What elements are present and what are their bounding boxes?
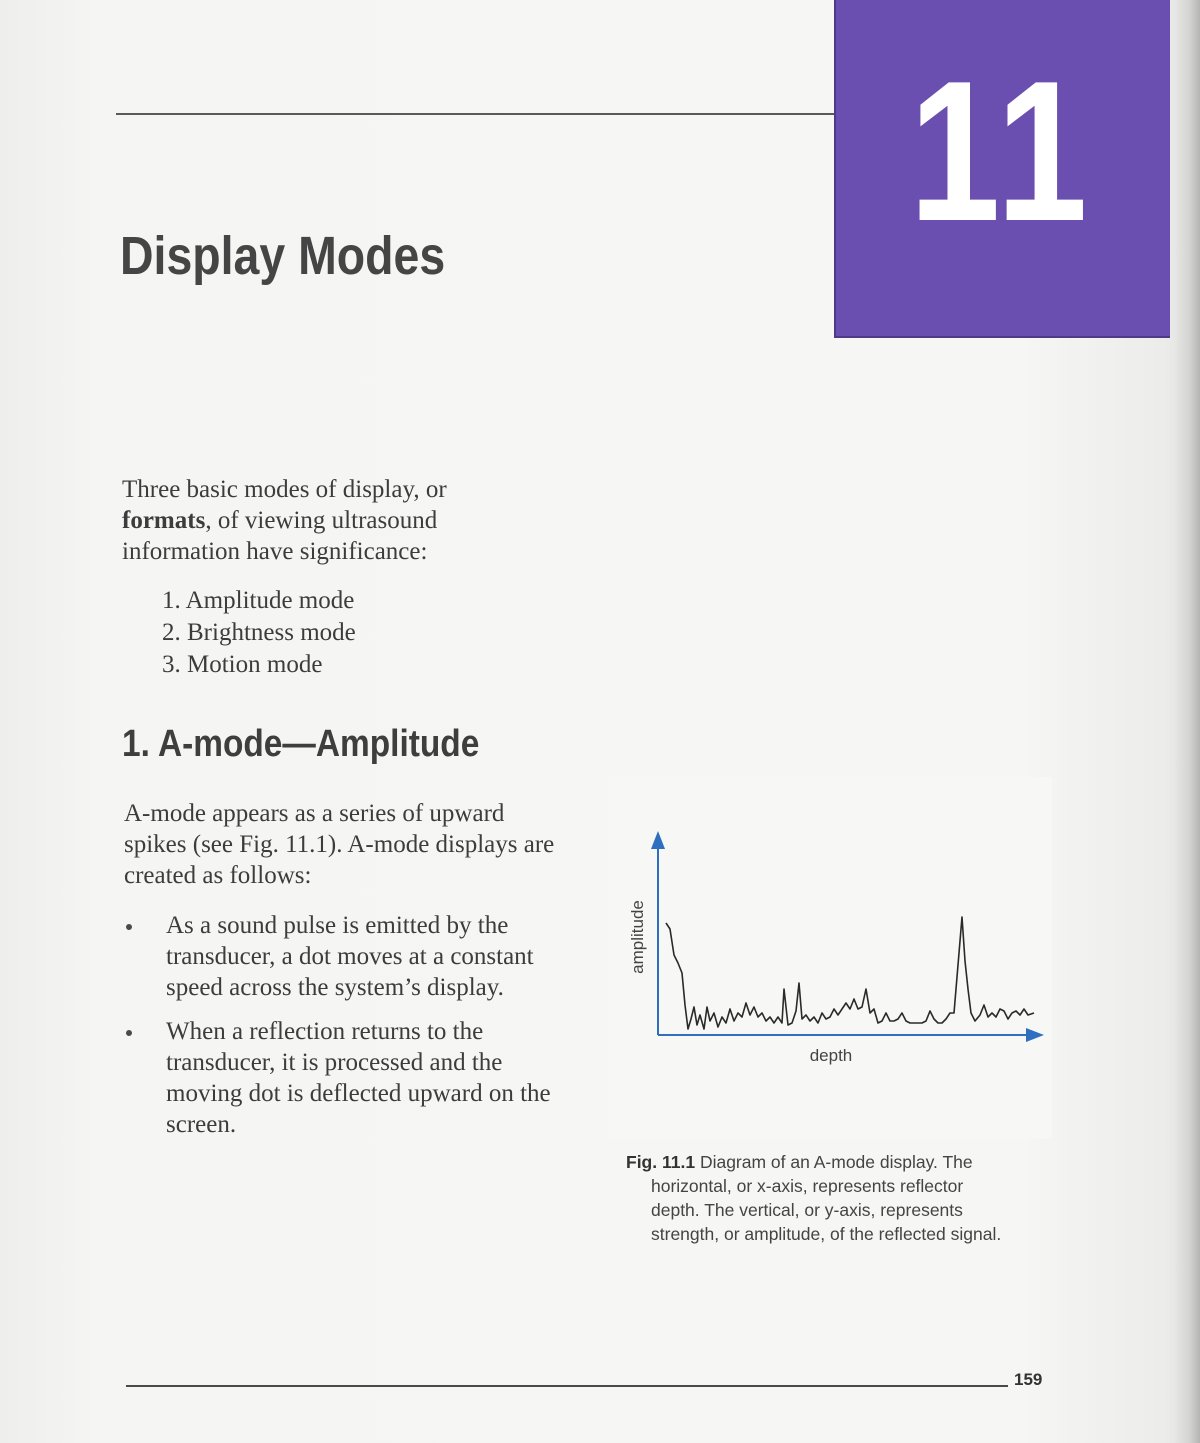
footer-rule	[126, 1385, 1008, 1387]
bullet-icon	[126, 1030, 132, 1036]
intro-paragraph	[122, 474, 502, 567]
caption-line: depth. The vertical, or y-axis, represents	[651, 1200, 963, 1220]
x-axis-arrow-icon	[1026, 1028, 1044, 1042]
y-axis-arrow-icon	[651, 831, 665, 849]
list-item	[122, 910, 572, 1003]
amode-paragraph: A-mode appears as a series of upward spikes (see Fig. 11.1). A-mode displays are created as follows:	[124, 800, 555, 889]
bullet-icon	[126, 924, 132, 930]
caption-line: horizontal, or x-axis, represents reflector	[651, 1176, 964, 1196]
caption-line: strength, or amplitude, of the reflected signal.	[651, 1224, 1002, 1244]
page-number: 159	[1014, 1370, 1043, 1389]
chapter-number: 11	[908, 40, 1092, 263]
list-item: 3. Motion mode	[162, 651, 323, 678]
chapter-number-box	[834, 0, 1170, 338]
caption-first-line: Diagram of an A-mode display. The	[699, 1152, 973, 1172]
caption-label: Fig. 11.1	[626, 1152, 696, 1172]
page-spine-shadow	[1174, 0, 1200, 1443]
intro-text-after: , of viewing ultrasound information have significance:	[122, 507, 438, 565]
bullet-list	[122, 910, 572, 1153]
intro-text-before: Three basic modes of display, or	[122, 476, 447, 503]
list-item: 2. Brightness mode	[162, 619, 356, 646]
amode-diagram	[608, 777, 1052, 1139]
x-axis-label: depth	[809, 1046, 853, 1065]
list-item	[122, 1016, 572, 1140]
figure-caption	[626, 1150, 1046, 1246]
amplitude-signal-trace	[666, 917, 1034, 1029]
intro-bold-term: formats	[122, 507, 206, 534]
display-mode-list	[162, 585, 356, 681]
header-rule	[116, 113, 836, 115]
bullet-text: When a reflection returns to the transducer, it is processed and the moving dot is deflected upward on the screen.	[166, 1018, 551, 1138]
bullet-text: As a sound pulse is emitted by the transducer, a dot moves at a constant speed across the system’s display.	[166, 912, 534, 1001]
section-heading: 1. A-mode—Amplitude	[122, 723, 480, 765]
list-item: 1. Amplitude mode	[162, 587, 355, 614]
y-axis-label: amplitude	[628, 900, 647, 974]
chapter-title: Display Modes	[120, 226, 446, 286]
